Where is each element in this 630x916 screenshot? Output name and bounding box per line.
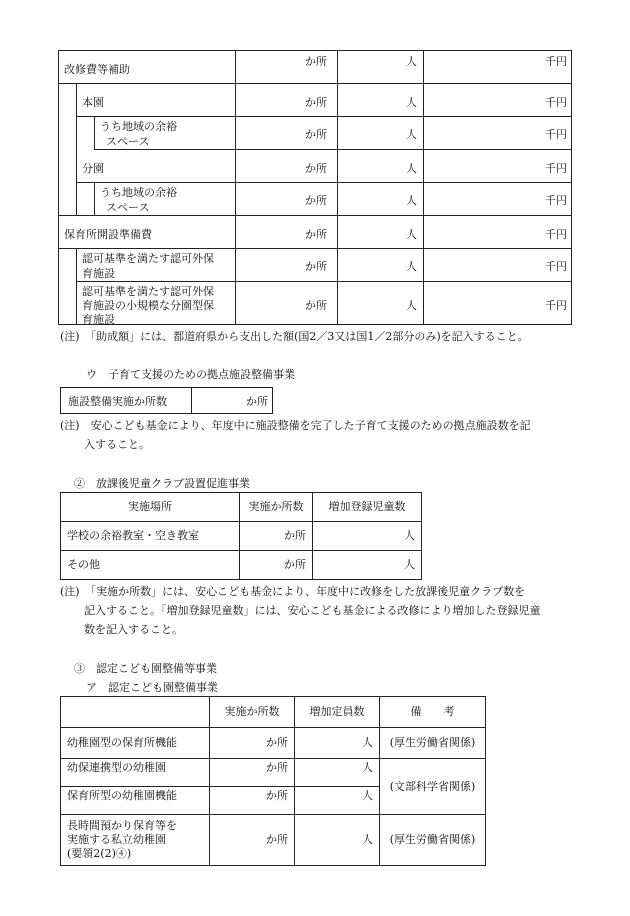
- row-label-ninkagai: 認可基準を満たす認可外保: [82, 252, 214, 265]
- unit-senen: 千円: [545, 55, 567, 68]
- unit-nin: 人: [313, 551, 422, 580]
- unit-kasho: か所: [305, 96, 327, 109]
- unit-nin: 人: [406, 194, 417, 207]
- note-line: 数を記入すること。: [84, 623, 183, 636]
- section-u-note: [60, 416, 531, 454]
- unit-kasho: か所: [305, 55, 327, 68]
- afterschool-table: [60, 492, 422, 580]
- unit-nin: 人: [406, 228, 417, 241]
- section-3-heading: ③ 認定こども園整備等事業: [74, 662, 217, 675]
- row-label-ninkagai-2: 育施設: [82, 267, 115, 280]
- note-line: 入すること。: [84, 438, 150, 451]
- unit-nin: 人: [295, 759, 380, 787]
- unit-nin: 人: [406, 128, 417, 141]
- unit-kasho: か所: [240, 522, 313, 551]
- section-2-heading: ② 放課後児童クラブ設置促進事業: [74, 477, 250, 490]
- row-label-bunengata-3: 育施設: [82, 313, 115, 326]
- unit-nin: 人: [313, 522, 422, 551]
- header-blank: [61, 697, 210, 728]
- unit-senen: 千円: [545, 162, 567, 175]
- row-label: 保育所型の幼稚園機能: [61, 787, 210, 815]
- unit-nin: 人: [406, 260, 417, 273]
- unit-kasho: か所: [210, 787, 295, 815]
- place-cell: 学校の余裕教室・空き教室: [61, 522, 240, 551]
- header-count: 実施か所数: [210, 697, 295, 728]
- unit-senen: 千円: [545, 228, 567, 241]
- unit-nin: 人: [295, 815, 380, 866]
- row-label-yoyu-space-2: スペース: [106, 135, 150, 148]
- remark-cell-merged: (文部科学省関係): [380, 759, 486, 815]
- unit-senen: 千円: [545, 299, 567, 312]
- unit-kasho: か所: [305, 228, 327, 241]
- row-label-yoyu-space-2: スペース: [106, 201, 150, 214]
- note-line: (注) 「実施か所数」には、安心こども基金により、年度中に改修をした放課後児童クラブ数を: [60, 585, 526, 598]
- header-remark: 備 考: [380, 697, 486, 728]
- unit-kasho: か所: [246, 395, 268, 408]
- unit-nin: 人: [406, 96, 417, 109]
- place-cell: その他: [61, 551, 240, 580]
- unit-kasho: か所: [240, 551, 313, 580]
- note-line: (注) 安心こども基金により、年度中に施設整備を完了した子育て支援のための拠点施設数を記: [60, 419, 531, 432]
- row-label-kaisetsu: 保育所開設準備費: [64, 228, 152, 241]
- header-capacity: 増加定員数: [295, 697, 380, 728]
- unit-kasho: か所: [210, 815, 295, 866]
- unit-kasho: か所: [210, 728, 295, 759]
- row-label: 幼保連携型の幼稚園: [61, 759, 210, 787]
- unit-senen: 千円: [545, 260, 567, 273]
- row-label-kaishuhi: 改修費等補助: [64, 63, 130, 76]
- row-label: [61, 815, 210, 866]
- unit-senen: 千円: [545, 96, 567, 109]
- row-label-line: 長時間預かり保育等を: [67, 819, 177, 832]
- unit-senen: 千円: [545, 194, 567, 207]
- header-place: 実施場所: [61, 493, 240, 522]
- note-line: 記入すること。「増加登録児童数」には、安心こども基金による改修により増加した登録児童: [84, 604, 541, 617]
- unit-kasho: か所: [305, 162, 327, 175]
- row-label-honen: 本園: [82, 96, 104, 109]
- section-2-note: [60, 582, 541, 639]
- unit-senen: 千円: [545, 128, 567, 141]
- section-3-subheading: ア 認定こども園整備事業: [86, 681, 218, 694]
- row-label-yoyu-space: うち地域の余裕: [100, 120, 177, 133]
- row-label: 幼稚園型の保育所機能: [61, 728, 210, 759]
- unit-kasho: か所: [305, 194, 327, 207]
- remark-cell: (厚生労働省関係): [380, 815, 486, 866]
- unit-nin: 人: [406, 299, 417, 312]
- section-u-heading: ウ 子育て支援のための拠点施設整備事業: [86, 368, 295, 381]
- row-label-yoyu-space: うち地域の余裕: [100, 186, 177, 199]
- header-count: 実施か所数: [240, 493, 313, 522]
- unit-kasho: か所: [305, 128, 327, 141]
- row-label-bunengata-2: 育施設の小規模な分園型保: [82, 299, 214, 312]
- row-label-line: (要領2(2)④): [67, 847, 132, 860]
- row-label-line: 実施する私立幼稚園: [67, 833, 166, 846]
- unit-kasho: か所: [305, 299, 327, 312]
- header-children: 増加登録児童数: [313, 493, 422, 522]
- unit-nin: 人: [406, 162, 417, 175]
- facility-count-label: 施設整備実施か所数: [68, 395, 167, 408]
- unit-nin: 人: [295, 787, 380, 815]
- unit-kasho: か所: [305, 260, 327, 273]
- unit-kasho: か所: [210, 759, 295, 787]
- table1-note: (注) 「助成額」には、都道府県から支出した額(国2／3又は国1／2部分のみ)を記入すること。: [60, 330, 529, 343]
- remark-cell: (厚生労働省関係): [380, 728, 486, 759]
- unit-nin: 人: [406, 55, 417, 68]
- unit-nin: 人: [295, 728, 380, 759]
- row-label-bunen: 分園: [82, 162, 104, 175]
- row-label-bunengata: 認可基準を満たす認可外保: [82, 285, 214, 298]
- kodomoen-table: [60, 696, 486, 866]
